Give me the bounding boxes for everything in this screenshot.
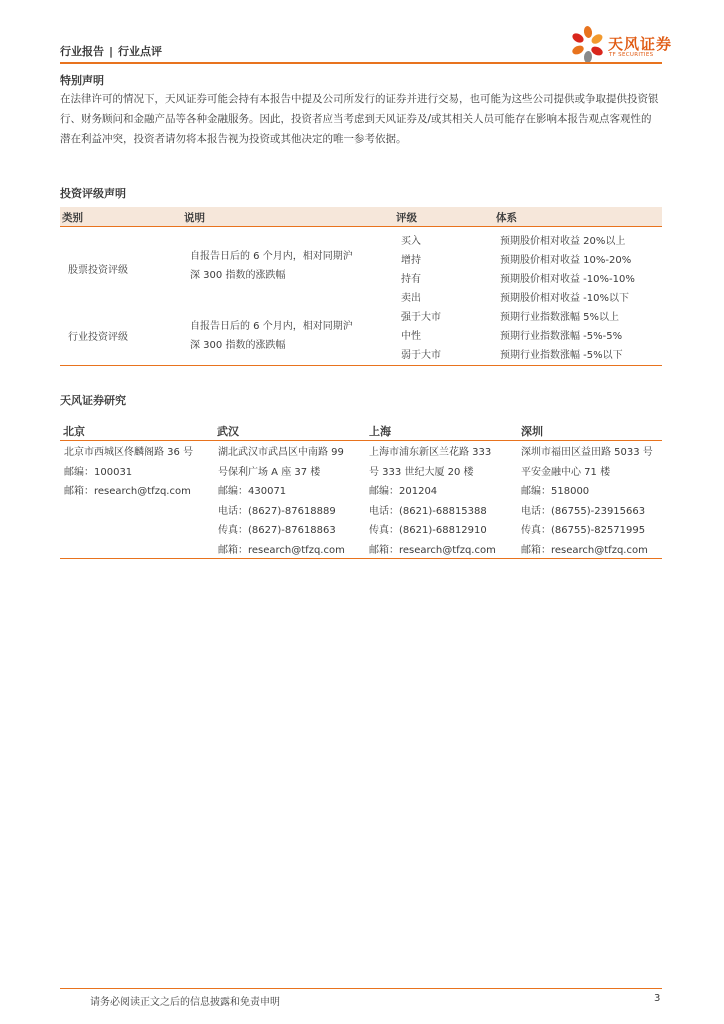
column-header-system: 体系	[496, 212, 517, 224]
office-email[interactable]: 邮箱：research@tfzq.com	[369, 544, 496, 556]
rating-hold: 持有	[401, 274, 421, 285]
rating-buy: 买入	[401, 236, 421, 247]
logo-name: 天风证券	[608, 35, 673, 53]
office-address: 号 333 世纪大厦 20 楼	[369, 466, 474, 478]
research-section-title: 天风证券研究	[60, 394, 126, 407]
rating-system: 预期股价相对收益 10%-20%	[500, 255, 632, 266]
rating-system: 预期行业指数涨幅 5%以上	[500, 312, 620, 323]
office-postcode: 邮编：430071	[218, 486, 287, 497]
office-city-shenzhen: 深圳	[521, 425, 543, 438]
office-details-beijing	[64, 443, 193, 502]
offices-bottom-rule	[60, 558, 662, 559]
office-phone: 电话：(8627)-87618889	[218, 505, 336, 517]
office-address: 深圳市福田区益田路 5033 号	[521, 447, 653, 458]
office-details-shenzhen	[521, 443, 653, 560]
office-address: 上海市浦东新区兰花路 333	[369, 447, 492, 458]
office-postcode: 邮编：201204	[369, 486, 438, 497]
description-line: 深 300 指数的涨跌幅	[190, 270, 286, 281]
stock-rating-description	[190, 247, 380, 285]
special-statement-body: 在法律许可的情况下，天风证券可能会持有本报告中提及公司所发行的证券并进行交易，也可能为这些公司提供或争取提供投资银行、财务顾问和金融产品等各种金融服务。因此，投资者应当考虑到天风证券及/或其相关人员可能存在影响本报告观点客观性的潜在利益冲突，投资者请勿将本报告视为投资或其他决定的唯一参考依据。	[60, 93, 659, 145]
office-email[interactable]: 邮箱：research@tfzq.com	[521, 544, 648, 556]
office-details-wuhan	[218, 443, 345, 560]
rating-table	[60, 207, 662, 367]
rating-system: 预期股价相对收益 20%以上	[500, 236, 626, 247]
rating-table-bottom-rule	[60, 365, 662, 366]
office-postcode: 邮编：518000	[521, 486, 590, 497]
footer-divider	[60, 988, 662, 989]
rating-system: 预期行业指数涨幅 -5%-5%	[500, 331, 623, 342]
column-header-description: 说明	[184, 212, 205, 224]
office-postcode: 邮编：100031	[64, 466, 133, 478]
rating-neutral: 中性	[401, 331, 421, 342]
industry-rating-category: 行业投资评级	[68, 332, 128, 343]
office-city-wuhan: 武汉	[217, 425, 239, 438]
office-email[interactable]: 邮箱：research@tfzq.com	[64, 486, 191, 497]
offices-header	[60, 423, 662, 441]
office-phone: 电话：(86755)-23915663	[521, 505, 646, 517]
rating-underperform: 弱于大市	[401, 350, 441, 361]
category-separator: |	[109, 45, 114, 58]
page-number: 3	[654, 993, 661, 1004]
stock-rating-category: 股票投资评级	[68, 265, 128, 276]
footer-notice: 请务必阅读正文之后的信息披露和免责申明	[90, 997, 280, 1008]
office-address: 号保利广场 A 座 37 楼	[218, 466, 321, 478]
industry-rating-description	[190, 317, 380, 355]
rating-system: 预期行业指数涨幅 -5%以下	[500, 350, 623, 361]
rating-system: 预期股价相对收益 -10%以下	[500, 293, 630, 304]
office-email[interactable]: 邮箱：research@tfzq.com	[218, 544, 345, 556]
report-category	[60, 43, 162, 59]
category-label: 行业报告	[60, 45, 104, 58]
office-address: 平安金融中心 71 楼	[521, 466, 611, 478]
description-line: 自报告日后的 6 个月内，相对同期沪	[190, 321, 353, 332]
office-phone: 电话：(8621)-68815388	[369, 505, 487, 517]
logo-english-name: TF SECURITIES	[609, 52, 654, 58]
rating-system: 预期股价相对收益 -10%-10%	[500, 274, 635, 285]
special-statement-title: 特别声明	[60, 74, 104, 87]
subcategory-label: 行业点评	[118, 45, 163, 58]
column-header-category: 类别	[62, 212, 83, 224]
office-fax: 传真：(8627)-87618863	[218, 525, 336, 536]
office-fax: 传真：(8621)-68812910	[369, 525, 487, 536]
description-line: 自报告日后的 6 个月内，相对同期沪	[190, 251, 353, 262]
rating-overweight: 增持	[401, 255, 421, 266]
rating-table-header	[60, 207, 662, 227]
column-header-rating: 评级	[396, 212, 417, 224]
office-city-beijing: 北京	[63, 425, 85, 438]
rating-outperform: 强于大市	[401, 312, 441, 323]
office-city-shanghai: 上海	[369, 425, 391, 438]
description-line: 深 300 指数的涨跌幅	[190, 340, 286, 351]
rating-sell: 卖出	[401, 293, 421, 304]
office-address: 北京市西城区佟麟阁路 36 号	[64, 447, 194, 458]
office-fax: 传真：(86755)-82571995	[521, 525, 646, 536]
rating-section-title: 投资评级声明	[60, 187, 126, 200]
office-address: 湖北武汉市武昌区中南路 99	[218, 447, 344, 458]
header-divider	[60, 62, 662, 64]
office-details-shanghai	[369, 443, 496, 560]
